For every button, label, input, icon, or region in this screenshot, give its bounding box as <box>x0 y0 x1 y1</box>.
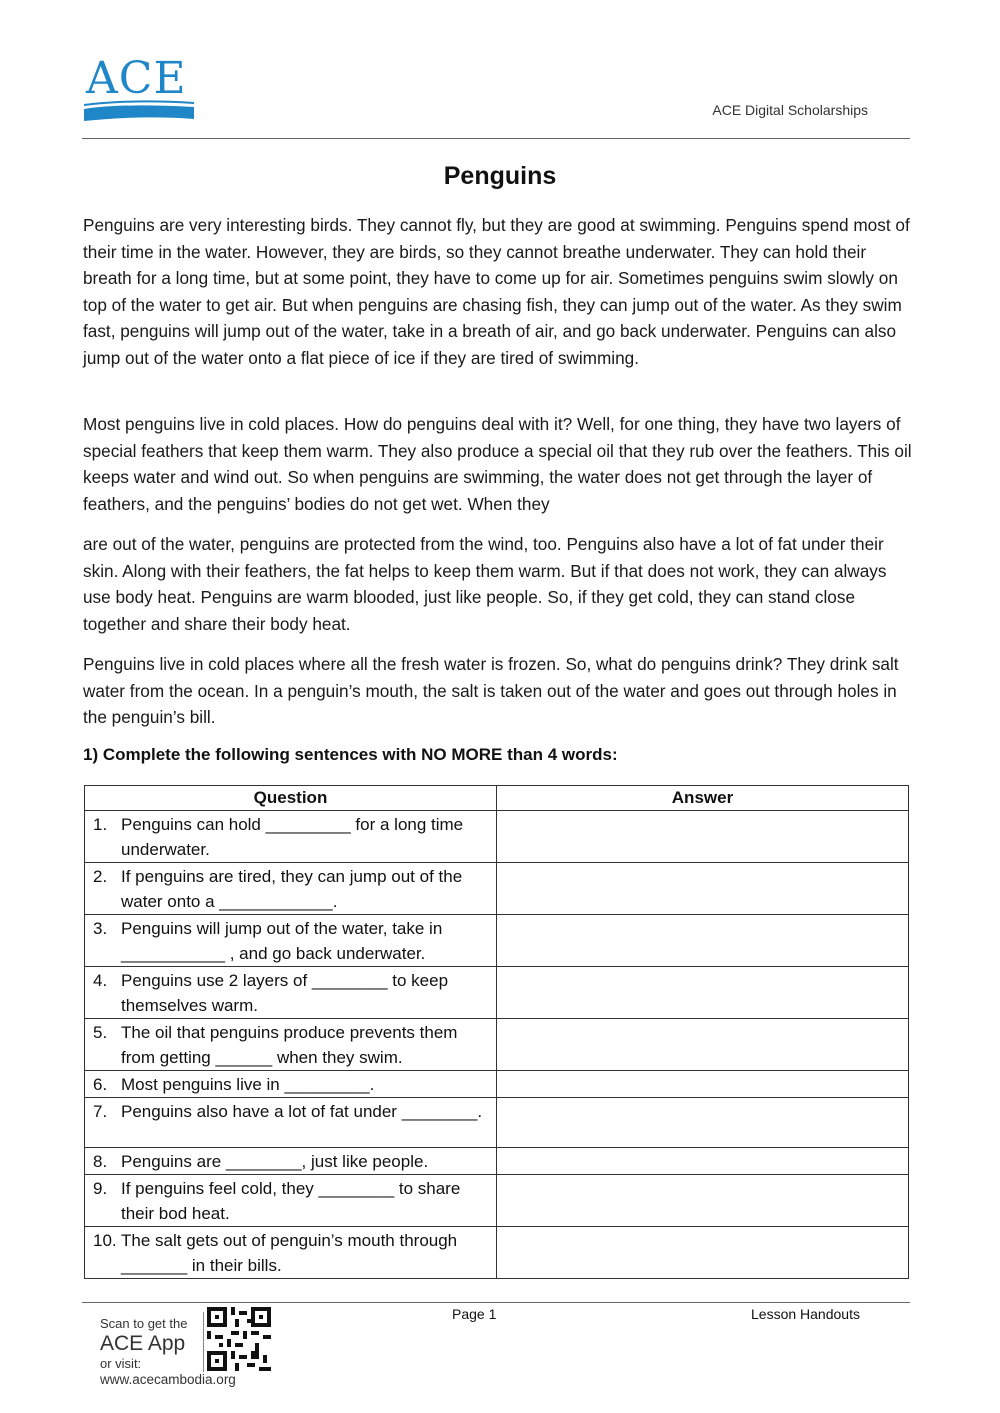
table-row <box>85 1175 909 1227</box>
paragraph-2: Most penguins live in cold places. How do penguins deal with it? Well, for one thing, they have two layers of special feathers that keep them warm. They also produce a special oil that they rub over the feathers. This oil keeps water and wind out. So when penguins are swimming, the water does not get through the layer of feathers, and the penguins’ bodies do not get wet. When they <box>83 414 912 514</box>
answer-cell[interactable] <box>497 1098 909 1148</box>
logo-text: ACE <box>86 53 187 104</box>
question-text: The salt gets out of penguin’s mouth through _______ in their bills. <box>121 1231 458 1275</box>
table-row <box>85 1071 909 1098</box>
question-number: 7. <box>93 1102 108 1121</box>
question-cell <box>85 863 497 915</box>
paragraph-4: Penguins live in cold places where all the fresh water is frozen. So, what do penguins drink? They drink salt water from the ocean. In a penguin’s mouth, the salt is taken out of the water and goes out through holes in the penguin’s bill. <box>83 654 899 727</box>
question-number: 2. <box>93 867 108 886</box>
footer-label: Lesson Handouts <box>751 1306 860 1322</box>
exercise-instruction: 1) Complete the following sentences with NO MORE than 4 words: <box>83 745 618 764</box>
question-text: Penguins also have a lot of fat under ________. <box>121 1102 483 1121</box>
qr-code-icon <box>207 1307 271 1371</box>
question-cell <box>85 1175 497 1227</box>
question-text: Penguins are ________, just like people. <box>121 1152 429 1171</box>
question-cell <box>85 1071 497 1098</box>
question-text: The oil that penguins produce prevents them from getting ______ when they swim. <box>121 1023 458 1067</box>
qr-divider <box>203 1312 204 1372</box>
table-row <box>85 1019 909 1071</box>
answer-cell[interactable] <box>497 863 909 915</box>
question-number: 8. <box>93 1152 108 1171</box>
question-number: 9. <box>93 1179 108 1198</box>
question-text: Most penguins live in _________. <box>121 1075 375 1094</box>
app-name: ACE App <box>100 1332 186 1355</box>
answer-cell[interactable] <box>497 915 909 967</box>
question-cell <box>85 915 497 967</box>
exercise-table <box>84 785 909 1279</box>
question-cell <box>85 1019 497 1071</box>
table-row <box>85 1098 909 1148</box>
page-title: Penguins <box>443 162 557 190</box>
table-header-row <box>85 786 909 811</box>
answer-cell[interactable] <box>497 967 909 1019</box>
table-row <box>85 1148 909 1175</box>
question-text: Penguins use 2 layers of ________ to keep themselves warm. <box>121 971 449 1015</box>
logo-swoosh-icon <box>82 99 198 127</box>
table-row <box>85 811 909 863</box>
answer-column-header: Answer <box>497 786 909 811</box>
question-number: 6. <box>93 1075 108 1094</box>
org-name: ACE Digital Scholarships <box>712 102 868 118</box>
question-number: 1. <box>93 815 108 834</box>
answer-cell[interactable] <box>497 1071 909 1098</box>
answer-cell[interactable] <box>497 1227 909 1279</box>
page-number: Page 1 <box>452 1306 497 1322</box>
question-number: 5. <box>93 1023 108 1042</box>
question-text: If penguins are tired, they can jump out of the water onto a ____________. <box>121 867 463 911</box>
question-cell <box>85 967 497 1019</box>
visit-text: or visit: <box>100 1356 142 1371</box>
question-text: Penguins can hold _________ for a long time underwater. <box>121 815 464 859</box>
ace-logo <box>82 55 198 127</box>
question-cell <box>85 1148 497 1175</box>
header-divider <box>82 138 910 139</box>
question-cell <box>85 1227 497 1279</box>
question-cell <box>85 1098 497 1148</box>
question-column-header: Question <box>85 786 497 811</box>
answer-cell[interactable] <box>497 1175 909 1227</box>
answer-cell[interactable] <box>497 811 909 863</box>
table-row <box>85 1227 909 1279</box>
scan-text: Scan to get the <box>100 1316 188 1331</box>
paragraph-1: Penguins are very interesting birds. They cannot fly, but they are good at swimming. Penguins spend most of their time in the water. However, they are birds, so they cannot breathe underwater. They can hold their breath for a long time, but at some point, they have to come up for air. Sometimes penguins swim slowly on top of the water to get air. But when penguins are chasing fish, they can jump out of the water. As they swim fast, penguins will jump out of the water, take in a breath of air, and go back underwater. Penguins can also jump out of the water onto a flat piece of ice if they are tired of swimming. <box>83 215 910 368</box>
question-text: Penguins will jump out of the water, take in ___________ , and go back underwater. <box>121 919 443 963</box>
question-number: 10. <box>93 1231 117 1250</box>
question-number: 4. <box>93 971 108 990</box>
paragraph-3: are out of the water, penguins are protected from the wind, too. Penguins also have a lot of fat under their skin. Along with their feathers, the fat helps to keep them warm. But if that does not work, they can always use body heat. Penguins are warm blooded, just like people. So, if they get cold, they can stand close together and share their body heat. <box>83 534 887 634</box>
table-row <box>85 915 909 967</box>
table-row <box>85 863 909 915</box>
question-text: If penguins feel cold, they ________ to share their bod heat. <box>121 1179 461 1223</box>
footer-divider <box>82 1302 910 1303</box>
website-link[interactable]: www.acecambodia.org <box>100 1372 236 1387</box>
answer-cell[interactable] <box>497 1148 909 1175</box>
question-cell <box>85 811 497 863</box>
answer-cell[interactable] <box>497 1019 909 1071</box>
question-number: 3. <box>93 919 108 938</box>
table-row <box>85 967 909 1019</box>
